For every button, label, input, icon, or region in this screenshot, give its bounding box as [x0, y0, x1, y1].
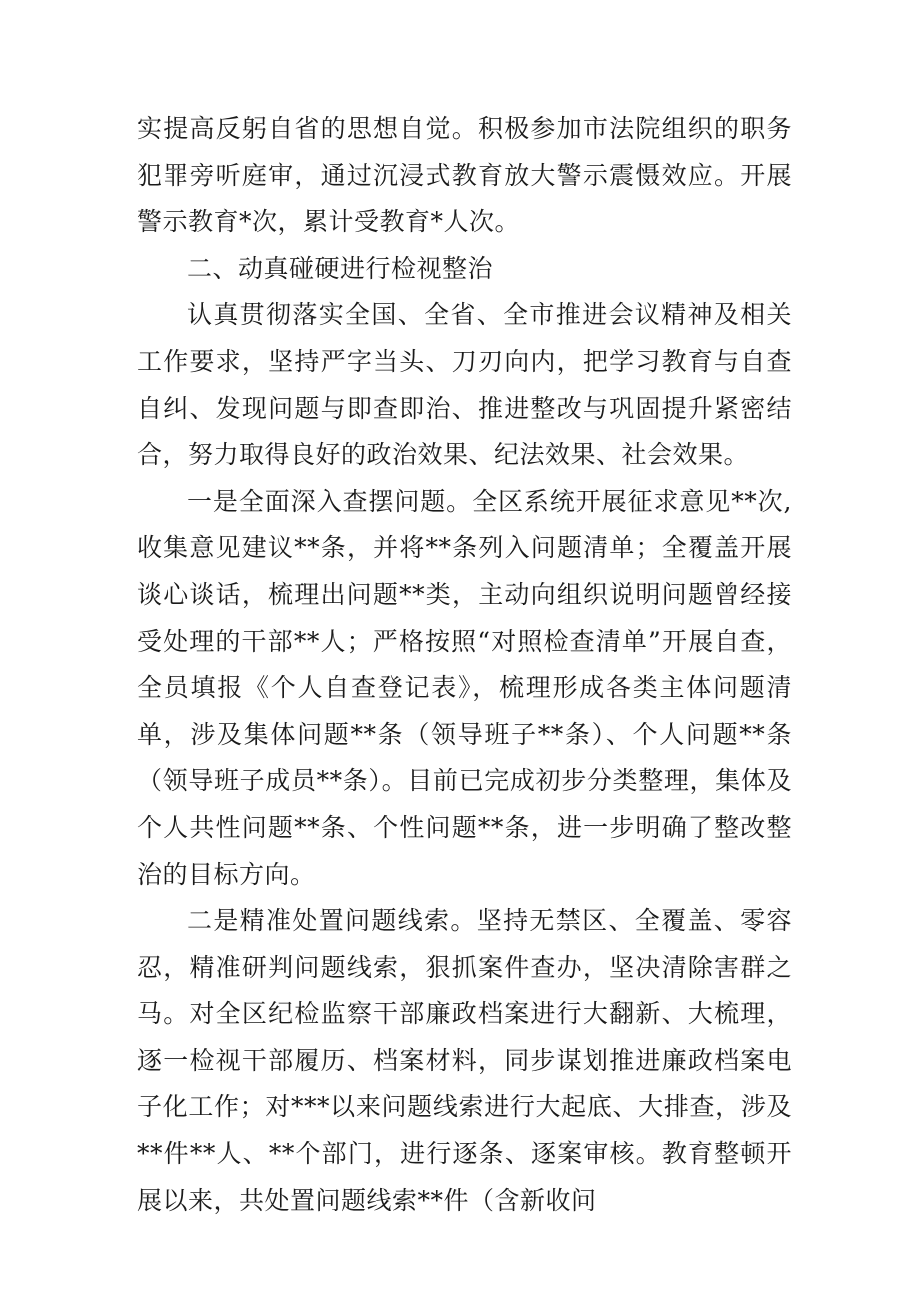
paragraph-continuation: 实提高反躬自省的思想自觉。积极参加市法院组织的职务犯罪旁听庭审，通过沉浸式教育放大警示震慑效应。开展警示教育*次，累计受教育*人次。: [137, 114, 792, 237]
paragraph-point-two: 二是精准处置问题线索。坚持无禁区、全覆盖、零容忍，精准研判问题线索，狠抓案件查办，坚决清除害群之马。对全区纪检监察干部廉政档案进行大翻新、大梳理，逐一检视干部履历、档案材料，同步谋划推进廉政档案电子化工作；对***以来问题线索进行大起底、大排查，涉及**件**人、**个部门，进行逐条、逐案审核。教育整顿开展以来，共处置问题线索**件（含新收问: [137, 906, 792, 1215]
paragraph-point-one: 一是全面深入查摆问题。全区系统开展征求意见**次,收集意见建议**条，并将**条列入问题清单；全覆盖开展谈心谈话，梳理出问题**类，主动向组织说明问题曾经接受处理的干部**人；严格按照“对照检查清单”开展自查，全员填报《个人自查登记表》，梳理形成各类主体问题清单，涉及集体问题**条（领导班子**条）、个人问题**条（领导班子成员**条）。目前已完成初步分类整理，集体及个人共性问题**条、个性问题**条，进一步明确了整改整治的目标方向。: [137, 486, 792, 889]
section-heading: 二、动真碰硬进行检视整治: [187, 253, 494, 283]
document-body: [137, 106, 792, 1224]
paragraph-overview: 认真贯彻落实全国、全省、全市推进会议精神及相关工作要求，坚持严字当头、刀刃向内，把学习教育与自查自纠、发现问题与即查即治、推进整改与巩固提升紧密结合，努力取得良好的政治效果、纪法效果、社会效果。: [137, 300, 792, 470]
